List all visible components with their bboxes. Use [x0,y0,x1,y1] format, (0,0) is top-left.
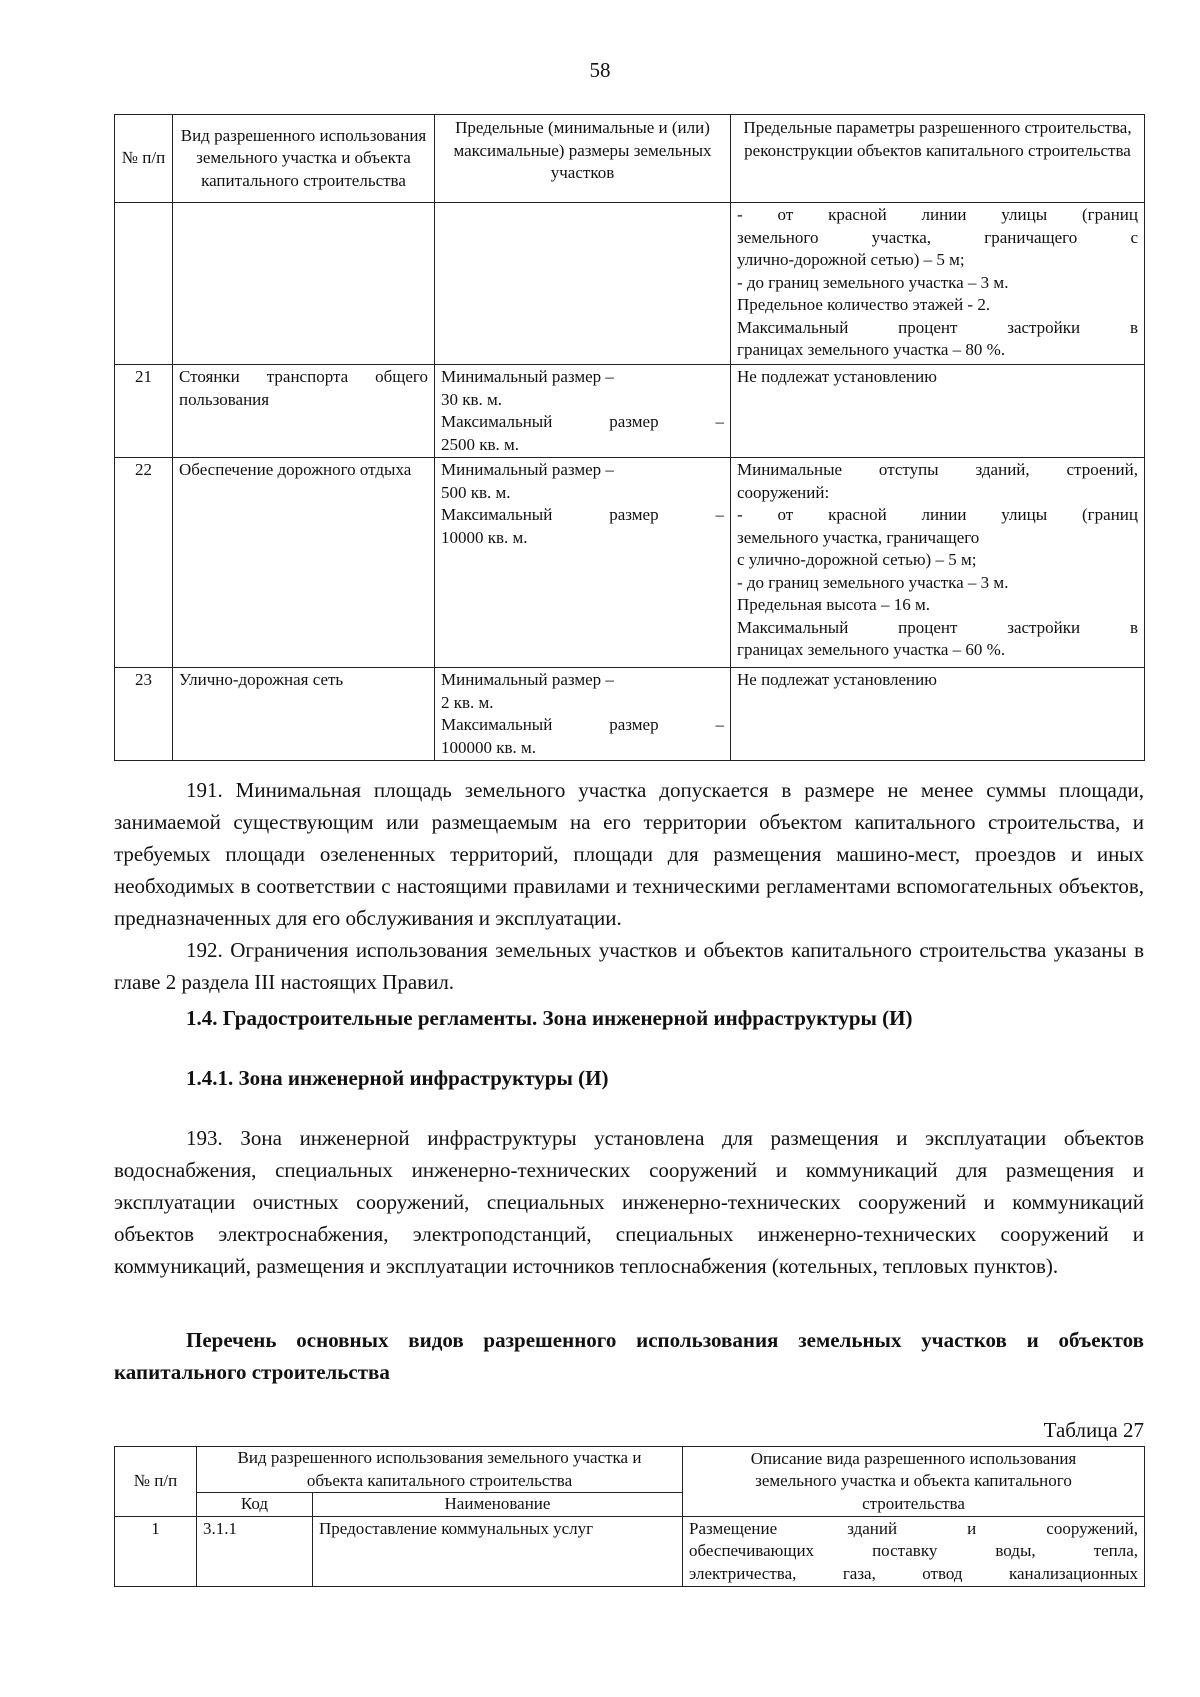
params-line: Предельное количество этажей - 2. [737,295,991,314]
cell-num: 23 [115,668,173,761]
params-line: Не подлежат установлению [737,367,937,386]
sizes-line: 10000 кв. м. [441,527,528,547]
cell-params [731,458,1145,668]
table-row [115,1516,1145,1587]
paragraph-191: 191. Минимальная площадь земельного участка допускается в размере не менее суммы площади, занимаемой существующим или размещаемым на его территории объектом капитального строительства, и требуемых площади озелененных территорий, площади для размещения машино-мест, проездов и иных необходимых в соответствии с настоящими правилами и техническими регламентами вспомогательных объектов, предназначенных для его обслуживания и эксплуатации. [114,778,1144,930]
header-code: Код [197,1493,313,1517]
params-line: - до границ земельного участка – 3 м. [737,572,1009,592]
sizes-line: Минимальный размер – [441,367,614,386]
sizes-line: Минимальный размер – [441,460,614,479]
params-line: границах земельного участка – 80 %. [737,340,1006,359]
cell-kind [173,203,435,365]
cell-sizes [435,668,731,761]
cell-sizes [435,365,731,458]
table-caption: Таблица 27 [1043,1418,1144,1442]
table-row-continuation [115,203,1145,365]
cell-params [731,668,1145,761]
header-sizes: Предельные (минимальные и (или) максимальные) размеры земельных участков [435,115,731,203]
table-header-row [115,115,1145,203]
section-heading-1-4-1: 1.4.1. Зона инженерной инфраструктуры (И) [186,1066,609,1090]
cell-sizes [435,203,731,365]
params-line: сооружений: [737,482,830,502]
cell-sizes [435,458,731,668]
params-line: Не подлежат установлению [737,670,937,689]
paragraph-192: 192. Ограничения использования земельных участков и объектов капитального строительства указаны в главе 2 раздела III настоящих Правил. [114,938,1144,994]
table-header-row [115,1447,1145,1493]
permitted-use-table [114,1446,1145,1587]
sizes-line: Минимальный размер – [441,670,614,689]
sizes-line: Максимальный размер – [441,505,724,524]
header-params: Предельные параметры разрешенного строительства, реконструкции объектов капитального строительства [731,115,1145,203]
sizes-line: Максимальный размер – [441,715,724,734]
page-number: 58 [589,58,611,82]
sizes-line: 30 кв. м. [441,389,503,409]
params-line: улично-дорожной сетью) – 5 м; [737,250,965,269]
sizes-line: Максимальный размер – [441,412,724,431]
params-line: Минимальные отступы зданий, строений, [737,460,1138,479]
section-heading-1-4: 1.4. Градостроительные регламенты. Зона инженерной инфраструктуры (И) [186,1006,913,1030]
params-line: земельного участка, граничащего с [737,227,1138,247]
cell-num [115,203,173,365]
cell-description [683,1516,1145,1587]
list-heading: Перечень основных видов разрешенного использования земельных участков и объектов капитального строительства [114,1328,1144,1384]
table-row [115,458,1145,668]
params-line: с улично-дорожной сетью) – 5 м; [737,550,977,569]
header-name: Наименование [313,1493,683,1517]
cell-kind [173,458,435,668]
params-line: границах земельного участка – 60 %. [737,640,1006,659]
params-line: - до границ земельного участка – 3 м. [737,272,1009,292]
cell-num: 21 [115,365,173,458]
description-line: электричества, газа, отвод канализационных [689,1563,1138,1583]
cell-kind: Стоянки транспорта общего пользования [173,365,435,458]
sizes-line: 500 кв. м. [441,482,511,502]
sizes-line: 2 кв. м. [441,692,494,712]
params-line: Максимальный процент застройки в [737,617,1138,637]
cell-kind: Улично-дорожная сеть [173,668,435,761]
params-line: Предельная высота – 16 м. [737,595,930,614]
cell-params [731,203,1145,365]
table-row [115,668,1145,761]
params-line: земельного участка, граничащего [737,527,980,547]
sizes-line: 100000 кв. м. [441,737,537,757]
header-num: № п/п [115,115,173,203]
params-line: - от красной линии улицы (границ [737,505,1138,524]
paragraph-block-193 [114,1122,1144,1282]
kind-text: Обеспечение дорожного отдыха [179,460,412,479]
cell-params [731,365,1145,458]
description-line: обеспечивающих поставку воды, тепла, [689,1541,1138,1560]
cell-num: 1 [115,1516,197,1587]
paragraph-block-191-192 [114,774,1144,998]
header-kind: Вид разрешенного использования земельного участка и объекта капитального строительства [173,115,435,203]
params-line: - от красной линии улицы (границ [737,205,1138,224]
paragraph-193: 193. Зона инженерной инфраструктуры установлена для размещения и эксплуатации объектов водоснабжения, специальных инженерно-технических сооружений и коммуникаций для размещения и эксплуатации очистных сооружений, специальных инженерно-технических сооружений и коммуникаций объектов электроснабжения, электроподстанций, специальных инженерно-технических сооружений и коммуникаций, размещения и эксплуатации источников теплоснабжения (котельных, тепловых пунктов). [114,1126,1144,1278]
cell-code: 3.1.1 [197,1516,313,1587]
cell-name: Предоставление коммунальных услуг [313,1516,683,1587]
cell-num: 22 [115,458,173,668]
header-description: Описание вида разрешенного использования земельного участка и объекта капитального строительства [683,1447,1145,1517]
description-line: Размещение зданий и сооружений, [689,1518,1138,1538]
table-row [115,365,1145,458]
header-num: № п/п [115,1447,197,1517]
header-kind: Вид разрешенного использования земельного участка и объекта капитального строительства [197,1447,683,1493]
sizes-line: 2500 кв. м. [441,434,520,454]
params-line: Максимальный процент застройки в [737,317,1138,337]
zone-parameters-table [114,114,1145,761]
